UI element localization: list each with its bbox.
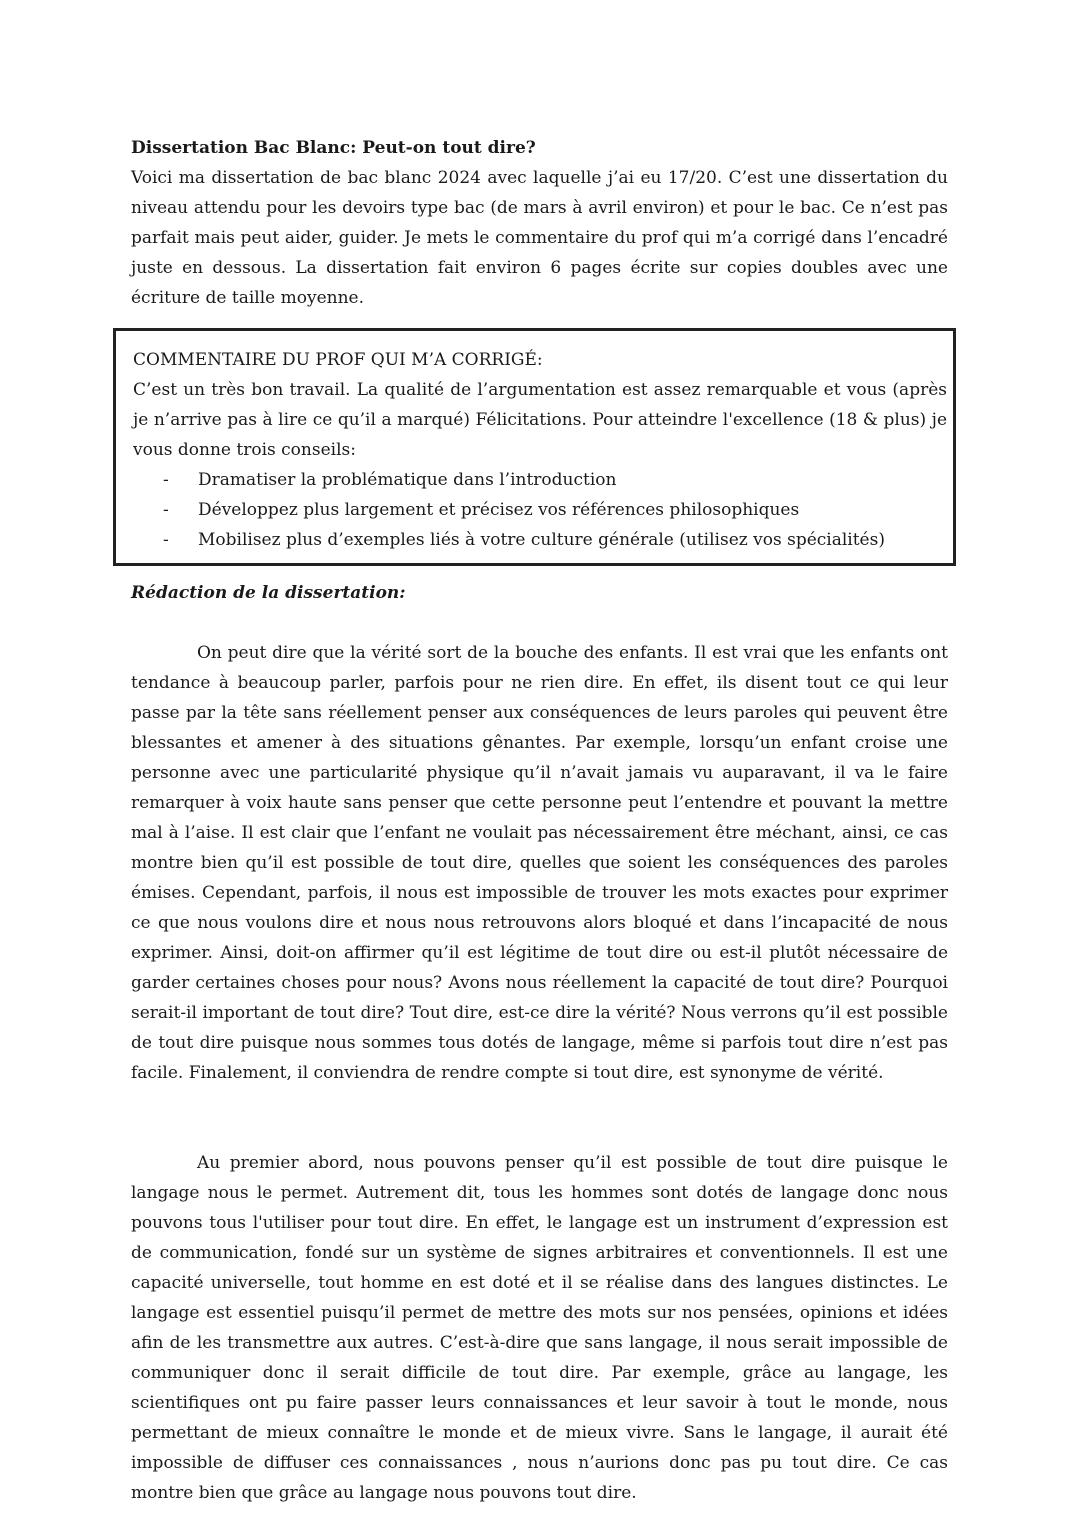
body-paragraph-first-part: Au premier abord, nous pouvons penser qu’il est possible de tout dire puisque le langage nous le permet. Autrement dit, tous les hommes sont dotés de langage donc nous pouvons tous l'utiliser pour tout dire. En effet, le langage est un instrument d’expression est de communication, fondé sur un système de signes arbitraires et conventionnels. Il est une capacité universelle, tout homme en est doté et il se réalise dans des langues distinctes. Le langage est essentiel puisqu’il permet de mettre des mots sur nos pensées, opinions et idées afin de les transmettre aux autres. C’est-à-dire que sans langage, il nous serait impossible de communiquer donc il serait difficile de tout dire. Par exemple, grâce au langage, les scientifiques ont pu faire passer leurs connaissances et leur savoir à tout le monde, nous permettant de mieux connaître le monde et de mieux vivre. Sans le langage, il aurait été impossible de diffuser ces connaissances , nous n’aurions donc pas pu tout dire. Ce cas montre bien que grâce au langage nous pouvons tout dire. xyxy=(131,1153,948,1503)
comment-text: C’est un très bon travail. La qualité de l’argumentation est assez remarquable et vous (après je n’arrive pas à lire ce qu’il a marqué) Félicitations. Pour atteindre l'excellence (18 & plus) je vous donne trois conseils: xyxy=(133,380,947,460)
intro-paragraph: Voici ma dissertation de bac blanc 2024 avec laquelle j’ai eu 17/20. C’est une dissertation du niveau attendu pour les devoirs type bac (de mars à avril environ) et pour le bac. Ce n’est pas parfait mais peut aider, guider. Je mets le commentaire du prof qui m’a corrigé dans l’encadré juste en dessous. La dissertation fait environ 6 pages écrite sur copies doubles avec une écriture de taille moyenne. xyxy=(131,168,948,308)
body-paragraph-introduction: On peut dire que la vérité sort de la bouche des enfants. Il est vrai que les enfants ont tendance à beaucoup parler, parfois pour ne rien dire. En effet, ils disent tout ce qui leur passe par la tête sans réellement penser aux conséquences de leurs paroles qui peuvent être blessantes et amener à des situations gênantes. Par exemple, lorsqu’un enfant croise une personne avec une particularité physique qu’il n’avait jamais vu auparavant, il va le faire remarquer à voix haute sans penser que cette personne peut l’entendre et pouvant la mettre mal à l’aise. Il est clair que l’enfant ne voulait pas nécessairement être méchant, ainsi, ce cas montre bien qu’il est possible de tout dire, quelles que soient les conséquences des paroles émises. Cependant, parfois, il nous est impossible de trouver les mots exactes pour exprimer ce que nous voulons dire et nous nous retrouvons alors bloqué et dans l’incapacité de nous exprimer. Ainsi, doit-on affirmer qu’il est légitime de tout dire ou est-il plutôt nécessaire de garder certaines choses pour nous? Avons nous réellement la capacité de tout dire? Pourquoi serait-il important de tout dire? Tout dire, est-ce dire la vérité? Nous verrons qu’il est possible de tout dire puisque nous sommes tous dotés de langage, même si parfois tout dire n’est pas facile. Finalement, il conviendra de rendre compte si tout dire, est synonyme de vérité. xyxy=(131,643,948,1083)
advice-item: - Mobilisez plus d’exemples liés à votre culture générale (utilisez vos spécialités) xyxy=(133,525,947,555)
document-title: Dissertation Bac Blanc: Peut-on tout dire? xyxy=(131,138,536,158)
advice-item: - Dramatiser la problématique dans l’introduction xyxy=(133,465,947,495)
advice-list xyxy=(133,465,947,555)
section-title: Rédaction de la dissertation: xyxy=(131,583,406,603)
comment-heading: COMMENTAIRE DU PROF QUI M’A CORRIGÉ: xyxy=(133,350,543,370)
teacher-comment-box xyxy=(113,328,956,566)
document-page xyxy=(131,133,948,1508)
advice-item: - Développez plus largement et précisez vos références philosophiques xyxy=(133,495,947,525)
